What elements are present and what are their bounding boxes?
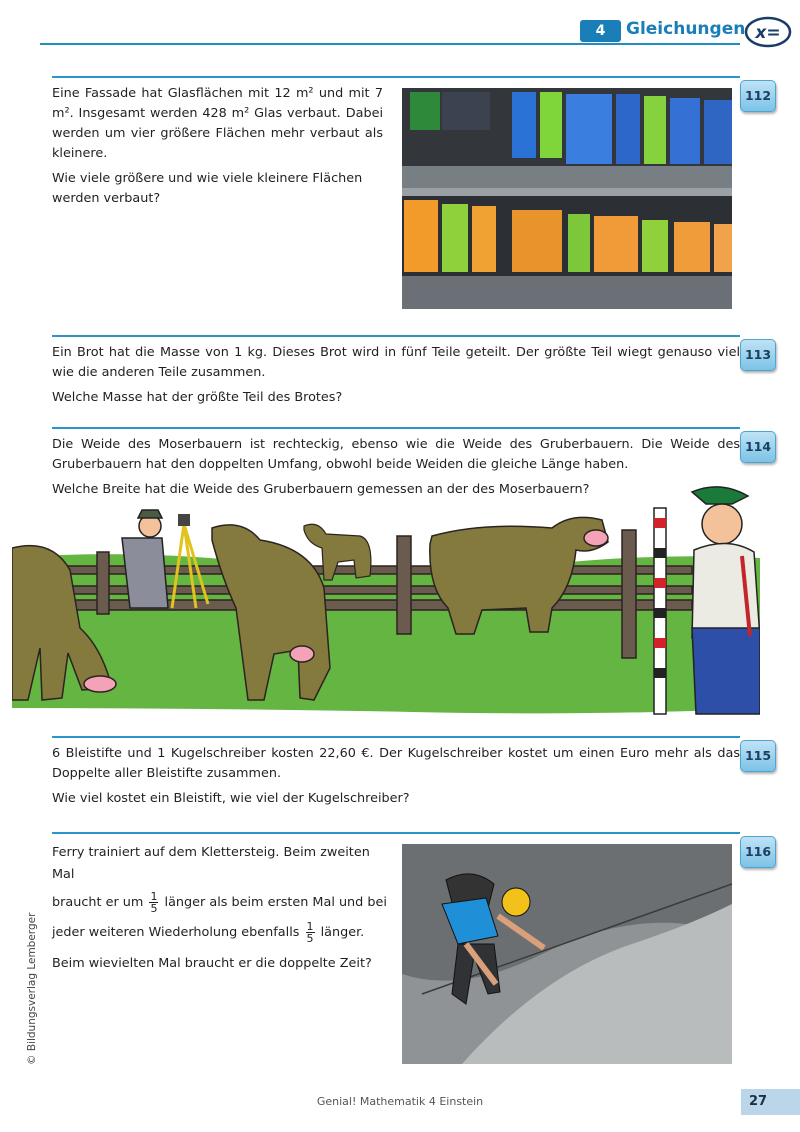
task-116-question: Beim wievielten Mal braucht er die doppelte Zeit?	[52, 956, 372, 971]
task-116-line3: jeder weiteren Wiederholung ebenfalls $\frac{1}{5}$ länger.	[52, 920, 365, 945]
task-114-question: Welche Breite hat die Weide des Gruberbauern gemessen an der des Moserbauern?	[52, 482, 590, 497]
task-number-114: 114	[740, 431, 776, 463]
farmer-with-staff	[692, 487, 760, 714]
measuring-staff	[654, 508, 666, 714]
task-112-text: Eine Fassade hat Glasflächen mit 12 m² und mit 7 m². Insgesamt werden 428 m² Glas verbaut. Dabei werden um vier größere Flächen mehr verbaut als kleinere.	[52, 86, 383, 161]
meadow	[12, 554, 760, 713]
task-113-question: Welche Masse hat der größte Teil des Brotes?	[52, 390, 343, 405]
facade-upper-windows	[402, 88, 732, 166]
task-number-116: 116	[740, 836, 776, 868]
task-113	[52, 335, 740, 410]
task-116-line1: Ferry trainiert auf dem Klettersteig. Beim zweiten Mal	[52, 845, 370, 882]
chapter-logo-icon	[744, 16, 792, 48]
task-115-question: Wie viel kostet ein Bleistift, wie viel der Kugelschreiber?	[52, 791, 410, 806]
chapter-title: Gleichungen	[626, 19, 746, 39]
task-number-115: 115	[740, 740, 776, 772]
task-number-112: 112	[740, 80, 776, 112]
task-115-text: 6 Bleistifte und 1 Kugelschreiber kosten 22,60 €. Der Kugelschreiber kostet um einen Euro mehr als das Doppelte aller Bleistifte zusammen.	[52, 746, 740, 781]
page-number: 27	[741, 1089, 800, 1115]
facade-photo	[402, 88, 732, 309]
task-112-question: Wie viele größere und wie viele kleinere Flächen werden verbaut?	[52, 171, 363, 206]
farm-illustration	[12, 478, 760, 716]
climber-photo	[402, 844, 732, 1064]
task-115	[52, 736, 740, 816]
fraction-one-fifth: $\frac{1}{5}$	[150, 890, 158, 915]
copyright-notice: © Bildungsverlag Lemberger	[26, 912, 38, 1065]
book-title: Genial! Mathematik 4 Einstein	[316, 1095, 484, 1108]
logo-text: x=	[755, 23, 781, 43]
facade-lower-windows	[402, 196, 732, 276]
chapter-number-badge: 4	[580, 20, 621, 42]
task-114-text: Die Weide des Moserbauern ist rechteckig, ebenso wie die Weide des Gruberbauern. Die Weide des Gruberbauern hat den doppelten Umfang, obwohl beide Weiden die gleiche Länge haben.	[52, 437, 740, 472]
task-113-text: Ein Brot hat die Masse von 1 kg. Dieses Brot wird in fünf Teile geteilt. Der größte Teil wiegt genauso viel wie die anderen Teile zusammen.	[52, 345, 740, 380]
task-116-line2: braucht er um $\frac{1}{5}$ länger als beim ersten Mal und bei	[52, 890, 387, 915]
fraction-one-fifth-2: $\frac{1}{5}$	[306, 920, 314, 945]
task-number-113: 113	[740, 339, 776, 371]
header-rule	[40, 43, 740, 45]
